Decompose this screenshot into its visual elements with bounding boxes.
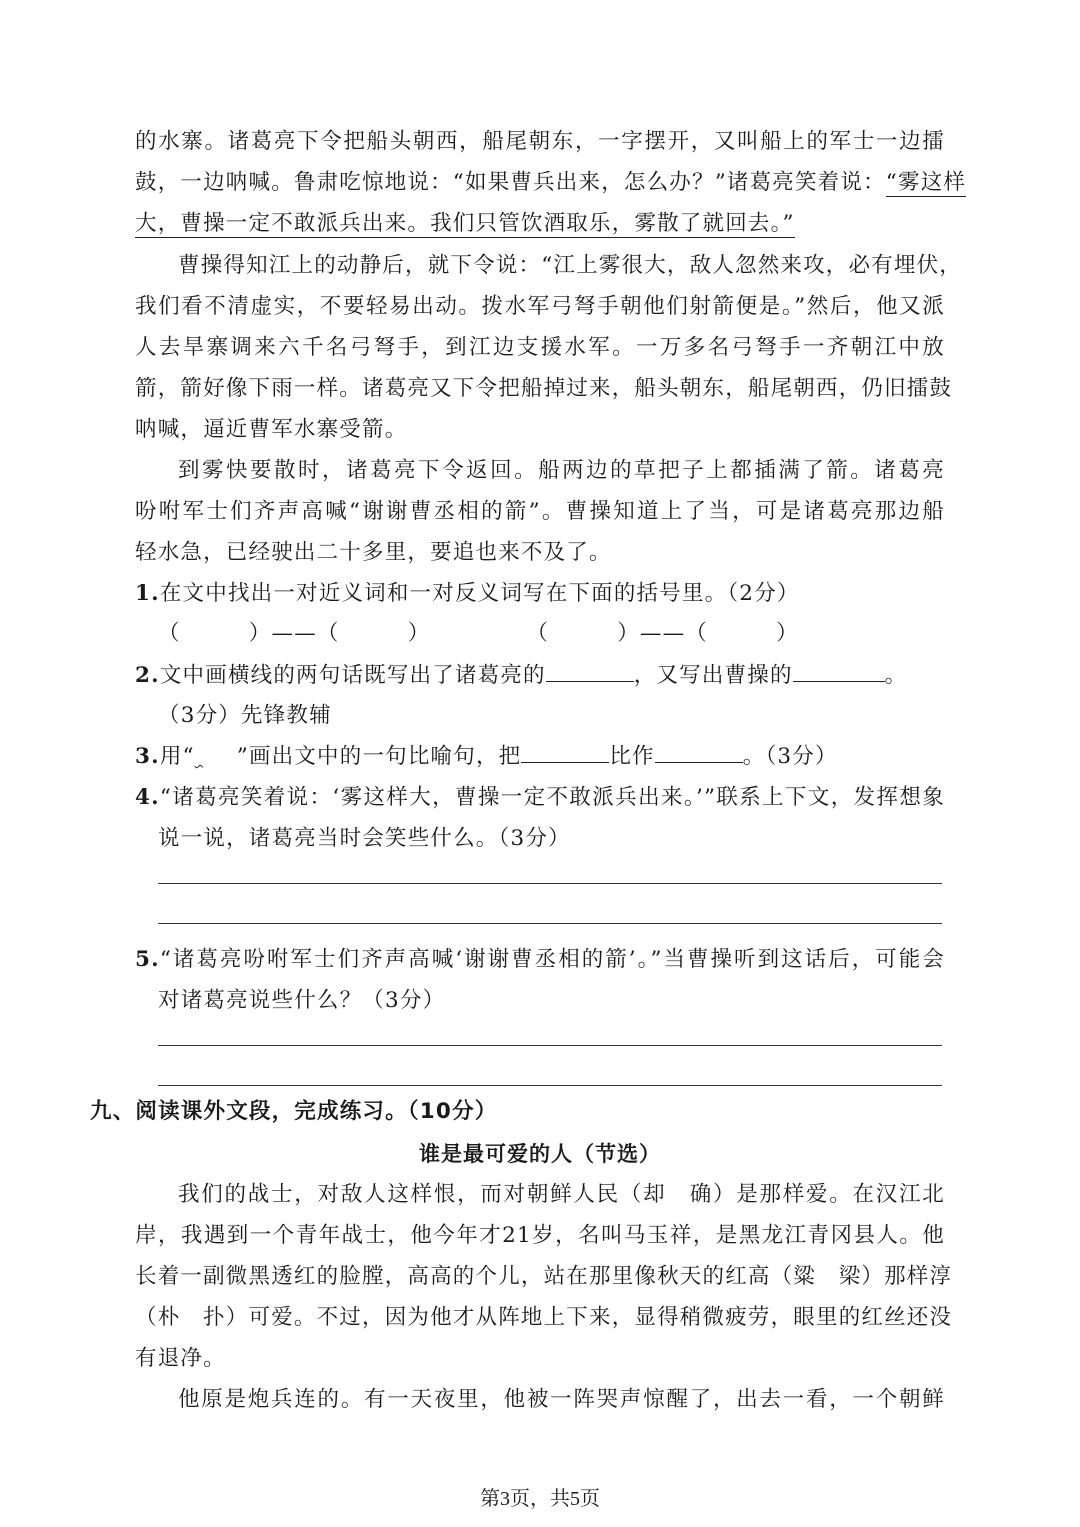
antonym-pair-blank[interactable]: （ ）——（ ） [526, 621, 799, 646]
passage-line: 人去旱寨调来六千名弓弩手，到江边支援水军。一万多名弓弩手一齐朝江中放 [135, 335, 945, 360]
passage-text: 鼓，一边呐喊。鲁肃吃惊地说：“如果曹兵出来，怎么办？”诸葛亮笑着说： [135, 170, 886, 195]
answer-blank[interactable] [521, 738, 609, 763]
passage-line [135, 163, 967, 203]
passage-line [135, 204, 945, 244]
passage-line: 岸，我遇到一个青年战士，他今年才21岁，名叫马玉祥，是黑龙江青冈县人。他 [135, 1223, 945, 1248]
passage-line: 吩咐军士们齐声高喊“谢谢曹丞相的箭”。曹操知道上了当，可是诸葛亮那边船 [135, 499, 945, 524]
question-text: 在文中找出一对近义词和一对反义词写在下面的括号里。（2分） [159, 581, 800, 606]
synonym-pair-blank[interactable]: （ ）——（ ） [158, 621, 431, 646]
question-number: 3. [135, 744, 160, 769]
passage-line: 长着一副微黑透红的脸膛，高高的个儿，站在那里像秋天的红高（粱 梁）那样淳 [135, 1264, 953, 1289]
answer-line[interactable] [158, 1085, 942, 1086]
question-text: ”画出文中的一句比喻句，把 [236, 744, 522, 769]
question-text: 比作 [609, 744, 655, 769]
passage-line: 箭，箭好像下雨一样。诸葛亮又下令把船掉过来，船头朝东，船尾朝西，仍旧擂鼓 [135, 376, 953, 401]
answer-blank[interactable] [655, 738, 743, 763]
answer-line[interactable] [158, 883, 942, 884]
wavy-line-mark [195, 737, 237, 759]
question-text: 文中画横线的两句话既写出了诸葛亮的 [159, 663, 546, 688]
answer-blank[interactable] [793, 657, 885, 682]
question-1 [135, 574, 945, 614]
question-2-cont: （3分）先锋教辅 [158, 703, 332, 728]
question-5-cont: 对诸葛亮说些什么？（3分） [158, 988, 446, 1013]
passage-title: 谁是最可爱的人（节选） [419, 1142, 661, 1166]
question-3 [135, 737, 945, 777]
section-heading: 九、阅读课外文段，完成练习。（10分） [90, 1099, 498, 1124]
question-text: 用“ [159, 744, 195, 769]
passage-line: 我们看不清虚实，不要轻易出动。拨水军弓弩手朝他们射箭便是。”然后，他又派 [135, 294, 945, 319]
question-text: “诸葛亮笑着说：‘雾这样大，曹操一定不敢派兵出来。’”联系上下文，发挥想象 [159, 785, 945, 810]
answer-line[interactable] [158, 923, 942, 924]
question-text: 。 [884, 663, 908, 688]
underlined-sentence: “雾这样 [885, 170, 967, 195]
question-text: ，又写出曹操的 [633, 663, 793, 688]
question-number: 2. [135, 663, 160, 688]
question-text: “诸葛亮吩咐军士们齐声高喊‘谢谢曹丞相的箭’。”当曹操听到这话后，可能会 [159, 947, 945, 972]
passage-line: 到雾快要散时，诸葛亮下令返回。船两边的草把子上都插满了箭。诸葛亮 [178, 458, 945, 483]
passage-line: 他原是炮兵连的。有一天夜里，他被一阵哭声惊醒了，出去一看，一个朝鲜 [178, 1387, 945, 1412]
answer-blank[interactable] [546, 657, 634, 682]
passage-line: 轻水急，已经驶出二十多里，要追也来不及了。 [135, 540, 612, 565]
passage-line: 呐喊，逼近曹军水寨受箭。 [135, 417, 408, 442]
question-text: 。（3分） [742, 744, 838, 769]
page-number: 第3页，共5页 [480, 1488, 600, 1510]
passage-line: （朴 扑）可爱。不过，因为他才从阵地上下来，显得稍微疲劳，眼里的红丝还没 [135, 1305, 953, 1330]
passage-line: 的水寨。诸葛亮下令把船头朝西，船尾朝东，一字摆开，又叫船上的军士一边擂 [135, 129, 945, 154]
question-4 [135, 778, 945, 818]
question-5 [135, 940, 945, 980]
question-number: 4. [135, 785, 160, 810]
answer-pairs [158, 614, 945, 654]
passage-line: 有退净。 [135, 1346, 226, 1371]
passage-line: 我们的战士，对敌人这样恨，而对朝鲜人民（却 确）是那样爱。在汉江北 [178, 1182, 945, 1207]
question-number: 1. [135, 581, 160, 606]
answer-line[interactable] [158, 1045, 942, 1046]
passage-line: 曹操得知江上的动静后，就下令说：“江上雾很大，敌人忽然来攻，必有埋伏， [178, 253, 962, 278]
question-number: 5. [135, 947, 160, 972]
underlined-sentence: 大，曹操一定不敢派兵出来。我们只管饮酒取乐，雾散了就回去。” [135, 211, 795, 236]
question-4-cont: 说一说，诸葛亮当时会笑些什么。（3分） [158, 826, 571, 851]
question-2 [135, 656, 945, 696]
